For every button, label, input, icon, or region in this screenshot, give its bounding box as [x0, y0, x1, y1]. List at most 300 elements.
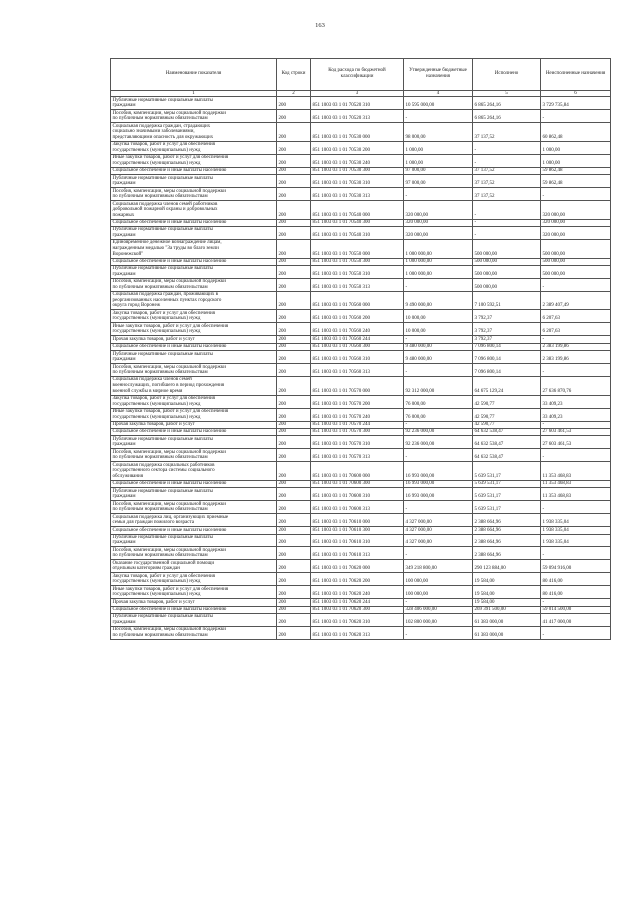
table-row	[111, 219, 611, 226]
indicator-name-line: Закупка товаров, работ и услуг для обеспечения	[112, 142, 215, 148]
indicator-name	[111, 219, 277, 226]
approved-amount: 9 480 000,00	[404, 351, 473, 364]
row-code: 200	[277, 586, 311, 599]
table-row	[111, 395, 611, 408]
unexecuted-amount: 11 353 468,83	[541, 480, 611, 487]
row-code: 200	[277, 278, 311, 291]
indicator-name-line: государственных (муниципальных) нужд	[112, 147, 201, 153]
unexecuted-amount: 60 862,48	[541, 123, 611, 142]
executed-amount: 19 584,00	[473, 599, 541, 606]
table-row	[111, 560, 611, 573]
budget-code: 851 1003 03 1 01 70570 244	[311, 421, 404, 428]
row-code: 200	[277, 188, 311, 201]
budget-code: 851 1003 03 1 01 70620 313	[311, 627, 404, 640]
executed-amount: 7 096 800,14	[473, 364, 541, 377]
budget-code: 851 1003 03 1 01 70560 310	[311, 351, 404, 364]
indicator-name-line: государственных (муниципальных) нужд	[112, 414, 201, 420]
approved-amount: 320 000,00	[404, 227, 473, 240]
indicator-name-line: гражданам	[112, 233, 136, 239]
indicator-name-line: Социальная поддержка граждан, проживающих в	[112, 292, 219, 298]
indicator-name-line: гражданам	[112, 357, 136, 363]
table-row	[111, 201, 611, 220]
table-row	[111, 428, 611, 435]
approved-amount: 16 993 000,00	[404, 462, 473, 481]
budget-code: 851 1003 03 1 01 70600 310	[311, 488, 404, 501]
executed-amount: 500 000,00	[473, 265, 541, 278]
unexecuted-amount: 3 729 735,84	[541, 97, 611, 110]
approved-amount: 4 327 000,00	[404, 514, 473, 527]
indicator-name-line: Социальное обеспечение и иные выплаты населению	[112, 607, 227, 613]
table-row	[111, 167, 611, 174]
approved-amount: 97 000,00	[404, 175, 473, 188]
indicator-name-line: социально значимыми заболеваниями,	[112, 129, 195, 135]
row-code: 200	[277, 265, 311, 278]
table-row	[111, 141, 611, 154]
executed-amount: 2 388 664,96	[473, 534, 541, 547]
table-row	[111, 514, 611, 527]
executed-amount: -	[473, 201, 541, 220]
indicator-name	[111, 175, 277, 188]
indicator-name	[111, 323, 277, 336]
indicator-name-line: Прочая закупка товаров, работ и услуг	[112, 421, 195, 427]
indicator-name-line: государственных (муниципальных) нужд	[112, 160, 201, 166]
header-indicator-name: Наименование показателя	[111, 59, 277, 91]
indicator-name-line: военнослужащих, погибшего в период прохождения	[112, 383, 225, 389]
approved-amount: 16 993 000,00	[404, 480, 473, 487]
budget-code: 851 1003 03 1 01 70520 310	[311, 97, 404, 110]
unexecuted-amount: 33 409,23	[541, 395, 611, 408]
indicator-name-line: Публичные нормативные социальные выплаты	[112, 227, 213, 233]
table-row	[111, 527, 611, 534]
indicator-name-line: государственных (муниципальных) нужд	[112, 316, 201, 322]
indicator-name-line: по публичным нормативным обязательствам	[112, 370, 208, 376]
table-row	[111, 154, 611, 167]
indicator-name-line: Воронежской"	[112, 251, 144, 257]
unexecuted-amount: 500 000,00	[541, 265, 611, 278]
approved-amount: 349 218 800,00	[404, 560, 473, 573]
budget-code: 851 1003 03 1 01 70600 000	[311, 462, 404, 481]
indicator-name-line: гражданам	[112, 271, 136, 277]
indicator-name-line: государственных (муниципальных) нужд	[112, 401, 201, 407]
unexecuted-amount: 1 938 335,04	[541, 534, 611, 547]
unexecuted-amount: 6 207,63	[541, 323, 611, 336]
indicator-name	[111, 560, 277, 573]
row-code: 200	[277, 141, 311, 154]
table-row	[111, 110, 611, 123]
unexecuted-amount: -	[541, 547, 611, 560]
table-row	[111, 534, 611, 547]
indicator-name-line: Публичные нормативные социальные выплаты	[112, 97, 213, 103]
indicator-name-line: Социальное обеспечение и иные выплаты населению	[112, 168, 227, 174]
executed-amount: 42 590,77	[473, 421, 541, 428]
executed-amount: 2 388 664,96	[473, 547, 541, 560]
approved-amount: -	[404, 627, 473, 640]
budget-code: 851 1003 03 1 01 70620 244	[311, 599, 404, 606]
row-code: 200	[277, 534, 311, 547]
unexecuted-amount: 59 862,48	[541, 175, 611, 188]
approved-amount: 4 327 000,00	[404, 534, 473, 547]
budget-code: 851 1003 03 1 01 70530 240	[311, 154, 404, 167]
table-row	[111, 573, 611, 586]
row-code: 200	[277, 201, 311, 220]
indicator-name-line: Публичные нормативные социальные выплаты	[112, 175, 213, 181]
row-code: 200	[277, 343, 311, 350]
indicator-name-line: по публичным нормативным обязательствам	[112, 553, 208, 559]
indicator-name	[111, 97, 277, 110]
unexecuted-amount: -	[541, 110, 611, 123]
unexecuted-amount: 80 416,00	[541, 573, 611, 586]
approved-amount: -	[404, 599, 473, 606]
approved-amount: 1 000 000,00	[404, 240, 473, 259]
unexecuted-amount: 27 636 870,76	[541, 377, 611, 396]
unexecuted-amount: 1 000,00	[541, 141, 611, 154]
executed-amount: 3 792,37	[473, 323, 541, 336]
indicator-name-line: Публичные нормативные социальные выплаты	[112, 614, 213, 620]
executed-amount: 2 388 664,96	[473, 527, 541, 534]
unexecuted-amount: 80 416,00	[541, 586, 611, 599]
unexecuted-amount: 320 000,00	[541, 219, 611, 226]
budget-code: 851 1003 03 1 01 70610 000	[311, 514, 404, 527]
executed-amount: 2 388 664,96	[473, 514, 541, 527]
unexecuted-amount: 59 094 916,00	[541, 560, 611, 573]
indicator-name-line: Публичные нормативные социальные выплаты	[112, 266, 213, 272]
row-code: 200	[277, 408, 311, 421]
unexecuted-amount: 27 603 461,53	[541, 428, 611, 435]
table-row	[111, 377, 611, 396]
budget-code: 851 1003 03 1 01 70620 240	[311, 586, 404, 599]
indicator-name	[111, 240, 277, 259]
indicator-name	[111, 364, 277, 377]
table-row	[111, 351, 611, 364]
unexecuted-amount: -	[541, 599, 611, 606]
indicator-name-line: гражданам	[112, 620, 136, 626]
budget-code: 851 1003 03 1 01 70600 313	[311, 501, 404, 514]
indicator-name-line: обслуживания	[112, 473, 143, 479]
indicator-name-line: Закупка товаров, работ и услуг для обеспечения	[112, 310, 215, 316]
executed-amount: 5 639 531,17	[473, 480, 541, 487]
unexecuted-amount: 11 353 468,83	[541, 488, 611, 501]
executed-amount: 37 137,52	[473, 188, 541, 201]
indicator-name	[111, 573, 277, 586]
indicator-name	[111, 547, 277, 560]
approved-amount: 4 327 000,00	[404, 527, 473, 534]
approved-amount: 92 236 000,00	[404, 428, 473, 435]
indicator-name	[111, 377, 277, 396]
indicator-name-line: добровольной пожарной охраны и добровольных	[112, 207, 218, 213]
executed-amount: -	[473, 219, 541, 226]
indicator-name-line: Социальное обеспечение и иные выплаты населению	[112, 344, 227, 350]
unexecuted-amount: -	[541, 278, 611, 291]
unexecuted-amount: 1 000,00	[541, 154, 611, 167]
budget-code: 851 1003 03 1 01 70530 200	[311, 141, 404, 154]
approved-amount: -	[404, 278, 473, 291]
executed-amount: 5 639 531,17	[473, 501, 541, 514]
budget-code: 851 1003 03 1 01 70540 300	[311, 219, 404, 226]
approved-amount: 102 800 000,00	[404, 614, 473, 627]
row-code: 200	[277, 614, 311, 627]
executed-amount: 500 000,00	[473, 240, 541, 259]
approved-amount: 98 000,00	[404, 123, 473, 142]
indicator-name-line: Социальная поддержка членов семей	[112, 377, 192, 383]
header-executed: Исполнено	[473, 59, 541, 91]
budget-code: 851 1003 03 1 01 70560 313	[311, 364, 404, 377]
indicator-name-line: представляющими опасность для окружающих	[112, 134, 214, 140]
indicator-name-line: Социальное обеспечение и иные выплаты населению	[112, 429, 227, 435]
unexecuted-amount: -	[541, 501, 611, 514]
executed-amount: 19 584,00	[473, 586, 541, 599]
indicator-name-line: Пособия, компенсации, меры социальной поддержки	[112, 627, 226, 633]
indicator-name-line: Социальная поддержка граждан, страдающих	[112, 123, 211, 129]
indicator-name-line: Единовременное денежное вознаграждение лицам,	[112, 240, 222, 246]
row-code: 200	[277, 227, 311, 240]
approved-amount: 320 000,00	[404, 219, 473, 226]
table-row	[111, 188, 611, 201]
budget-code: 851 1003 03 1 01 70570 000	[311, 377, 404, 396]
approved-amount: 97 000,00	[404, 167, 473, 174]
indicator-name	[111, 488, 277, 501]
indicator-name	[111, 586, 277, 599]
indicator-name-line: государственных (муниципальных) нужд	[112, 329, 201, 335]
executed-amount: 500 000,00	[473, 258, 541, 265]
indicator-name-line: Прочая закупка товаров, работ и услуг	[112, 599, 195, 605]
budget-code: 851 1003 03 1 01 70550 000	[311, 240, 404, 259]
indicator-name	[111, 408, 277, 421]
indicator-name-line: пожарных	[112, 212, 135, 218]
indicator-name-line: Иные закупки товаров, работ и услуг для обеспечения	[112, 409, 229, 415]
indicator-name-line: Пособия, компенсации, меры социальной поддержки	[112, 547, 226, 553]
indicator-name-line: гражданам	[112, 181, 136, 187]
unexecuted-amount: 27 603 461,53	[541, 436, 611, 449]
indicator-name	[111, 449, 277, 462]
indicator-name-line: Пособия, компенсации, меры социальной поддержки	[112, 449, 226, 455]
executed-amount: 19 584,00	[473, 573, 541, 586]
indicator-name	[111, 110, 277, 123]
table-row	[111, 336, 611, 343]
table-row	[111, 323, 611, 336]
executed-amount: 37 137,52	[473, 167, 541, 174]
indicator-name	[111, 123, 277, 142]
row-code: 200	[277, 547, 311, 560]
unexecuted-amount: 2 383 199,86	[541, 351, 611, 364]
row-code: 200	[277, 154, 311, 167]
table-row	[111, 258, 611, 265]
approved-amount: 16 993 000,00	[404, 488, 473, 501]
indicator-name	[111, 627, 277, 640]
budget-code: 851 1003 03 1 01 70560 244	[311, 336, 404, 343]
table-row	[111, 436, 611, 449]
unexecuted-amount: 2 383 199,86	[541, 343, 611, 350]
indicator-name-line: награжденным медалью "За труды во благо земли	[112, 246, 219, 252]
table-row	[111, 547, 611, 560]
indicator-name-line: гражданам	[112, 540, 136, 546]
indicator-name-line: по публичным нормативным обязательствам	[112, 633, 208, 639]
row-code: 200	[277, 560, 311, 573]
indicator-name-line: Пособия, компенсации, меры социальной поддержки	[112, 364, 226, 370]
indicator-name-line: реорганизованных населенных пунктах городского	[112, 297, 222, 303]
unexecuted-amount: -	[541, 449, 611, 462]
budget-code: 851 1003 03 1 01 70520 313	[311, 110, 404, 123]
indicator-name-line: военной службы в мирное время	[112, 388, 183, 394]
indicator-name	[111, 265, 277, 278]
indicator-name-line: по публичным нормативным обязательствам	[112, 507, 208, 513]
budget-code: 851 1003 03 1 01 70560 200	[311, 310, 404, 323]
budget-code: 851 1003 03 1 01 70530 313	[311, 188, 404, 201]
approved-amount: 1 000,00	[404, 141, 473, 154]
indicator-name-line: Пособия, компенсации, меры социальной поддержки	[112, 501, 226, 507]
budget-code: 851 1003 03 1 01 70560 240	[311, 323, 404, 336]
approved-amount: 10 595 000,00	[404, 97, 473, 110]
budget-code: 851 1003 03 1 01 70550 313	[311, 278, 404, 291]
indicator-name	[111, 310, 277, 323]
table-row	[111, 278, 611, 291]
indicator-name	[111, 501, 277, 514]
approved-amount: 92 312 000,00	[404, 377, 473, 396]
column-number-row	[111, 90, 611, 97]
indicator-name-line: Иные закупки товаров, работ и услуг для обеспечения	[112, 323, 229, 329]
row-code: 200	[277, 488, 311, 501]
indicator-name	[111, 141, 277, 154]
approved-amount: 76 000,00	[404, 395, 473, 408]
indicator-name-line: Публичные нормативные социальные выплаты	[112, 436, 213, 442]
row-code: 200	[277, 428, 311, 435]
executed-amount: 7 096 800,14	[473, 343, 541, 350]
header-row	[111, 59, 611, 91]
indicator-name-line: государственных (муниципальных) нужд	[112, 592, 201, 598]
column-number: 1	[111, 90, 277, 97]
executed-amount: -	[473, 141, 541, 154]
budget-code: 851 1003 03 1 01 70570 200	[311, 395, 404, 408]
budget-code: 851 1003 03 1 01 70610 313	[311, 547, 404, 560]
executed-amount: 290 123 884,00	[473, 560, 541, 573]
row-code: 200	[277, 421, 311, 428]
indicator-name-line: по публичным нормативным обязательствам	[112, 455, 208, 461]
approved-amount: -	[404, 188, 473, 201]
budget-code: 851 1003 03 1 01 70570 300	[311, 428, 404, 435]
approved-amount: -	[404, 449, 473, 462]
indicator-name-line: Социальная поддержка членов семей работников	[112, 201, 218, 207]
approved-amount: 92 236 000,00	[404, 436, 473, 449]
table-row	[111, 606, 611, 613]
unexecuted-amount: -	[541, 188, 611, 201]
table-row	[111, 421, 611, 428]
executed-amount: 64 632 538,47	[473, 436, 541, 449]
indicator-name-line: Пособия, компенсации, меры социальной поддержки	[112, 188, 226, 194]
indicator-name-line: государственных (муниципальных) нужд	[112, 579, 201, 585]
table-row	[111, 586, 611, 599]
budget-code: 851 1003 03 1 01 70530 000	[311, 123, 404, 142]
budget-code: 851 1003 03 1 01 70620 300	[311, 606, 404, 613]
budget-code: 851 1003 03 1 01 70620 310	[311, 614, 404, 627]
indicator-name-line: Социальное обеспечение и иные выплаты населению	[112, 220, 227, 226]
table-row	[111, 123, 611, 142]
row-code: 200	[277, 110, 311, 123]
table-row	[111, 227, 611, 240]
header-unexecuted: Неисполненные назначения	[541, 59, 611, 91]
row-code: 200	[277, 480, 311, 487]
row-code: 200	[277, 258, 311, 265]
approved-amount: 320 000,00	[404, 201, 473, 220]
unexecuted-amount: 2 389 407,49	[541, 291, 611, 310]
indicator-name-line: Закупка товаров, работ и услуг для обеспечения	[112, 396, 215, 402]
indicator-name-line: Закупка товаров, работ и услуг для обеспечения	[112, 573, 215, 579]
indicator-name	[111, 278, 277, 291]
column-number: 2	[277, 90, 311, 97]
approved-amount: 1 000,00	[404, 154, 473, 167]
indicator-name	[111, 534, 277, 547]
row-code: 200	[277, 573, 311, 586]
unexecuted-amount: 11 353 468,83	[541, 462, 611, 481]
executed-amount: 6 865 264,16	[473, 97, 541, 110]
unexecuted-amount: -	[541, 364, 611, 377]
indicator-name-line: Иные закупки товаров, работ и услуг для обеспечения	[112, 586, 229, 592]
row-code: 200	[277, 514, 311, 527]
header-row-code: Код строки	[277, 59, 311, 91]
page-number: 163	[315, 22, 325, 29]
indicator-name	[111, 514, 277, 527]
indicator-name-line: Публичные нормативные социальные выплаты	[112, 488, 213, 494]
indicator-name-line: Социальная поддержка социальных работников	[112, 462, 215, 468]
row-code: 200	[277, 462, 311, 481]
approved-amount: -	[404, 110, 473, 123]
approved-amount: 9 490 000,00	[404, 291, 473, 310]
indicator-name	[111, 336, 277, 343]
indicator-name-line: Пособия, компенсации, меры социальной поддержки	[112, 279, 226, 285]
indicator-name	[111, 428, 277, 435]
indicator-name-line: по публичным нормативным обязательствам	[112, 194, 208, 200]
indicator-name	[111, 201, 277, 220]
executed-amount: 64 632 538,47	[473, 428, 541, 435]
indicator-name	[111, 436, 277, 449]
approved-amount: 100 000,00	[404, 586, 473, 599]
budget-code: 851 1003 03 1 01 70560 000	[311, 291, 404, 310]
row-code: 200	[277, 364, 311, 377]
row-code: 200	[277, 97, 311, 110]
approved-amount: -	[404, 501, 473, 514]
row-code: 200	[277, 240, 311, 259]
row-code: 200	[277, 395, 311, 408]
column-number: 4	[404, 90, 473, 97]
indicator-name	[111, 599, 277, 606]
approved-amount: -	[404, 421, 473, 428]
executed-amount: 64 675 129,24	[473, 377, 541, 396]
row-code: 200	[277, 527, 311, 534]
row-code: 200	[277, 291, 311, 310]
table-row	[111, 97, 611, 110]
budget-code: 851 1003 03 1 01 70620 200	[311, 573, 404, 586]
unexecuted-amount: 320 000,00	[541, 227, 611, 240]
executed-amount: 6 865 264,16	[473, 110, 541, 123]
budget-code: 851 1003 03 1 01 70530 310	[311, 175, 404, 188]
row-code: 200	[277, 606, 311, 613]
approved-amount: 1 000 000,00	[404, 258, 473, 265]
executed-amount: 64 632 538,47	[473, 449, 541, 462]
table-row	[111, 501, 611, 514]
indicator-name-line: отдельным категориям граждан	[112, 566, 180, 572]
approved-amount: -	[404, 336, 473, 343]
budget-code: 851 1003 03 1 01 70560 300	[311, 343, 404, 350]
unexecuted-amount: 500 000,00	[541, 240, 611, 259]
unexecuted-amount: -	[541, 336, 611, 343]
indicator-name	[111, 606, 277, 613]
row-code: 200	[277, 336, 311, 343]
unexecuted-amount: 500 000,00	[541, 258, 611, 265]
unexecuted-amount: 59 862,48	[541, 167, 611, 174]
approved-amount: 1 000 000,00	[404, 265, 473, 278]
indicator-name-line: по публичным нормативным обязательствам	[112, 284, 208, 290]
indicator-name-line: Социальное обеспечение и иные выплаты населению	[112, 527, 227, 533]
budget-code: 851 1003 03 1 01 70540 000	[311, 201, 404, 220]
unexecuted-amount: -	[541, 421, 611, 428]
